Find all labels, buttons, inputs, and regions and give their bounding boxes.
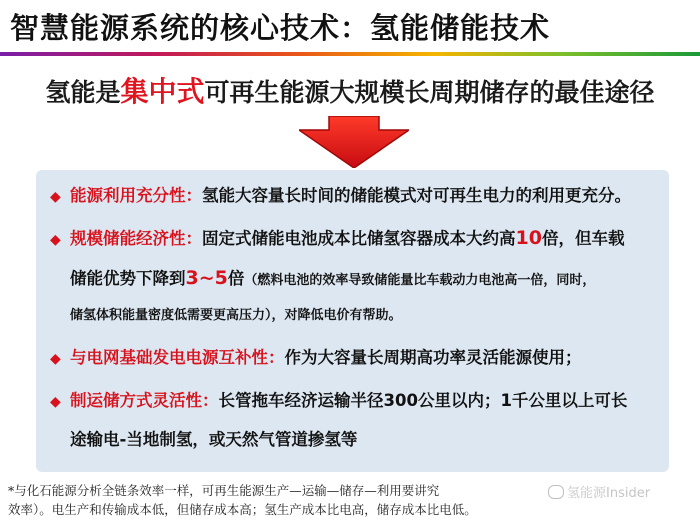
item-body: 作为大容量长周期高功率灵活能源使用；: [284, 348, 582, 367]
item-note: 储氢体积能量密度低需要更高压力），对降低电价有帮助。: [70, 308, 402, 323]
item-body: 氢能大容量长时间的储能模式对可再生电力的利用更充分。: [202, 186, 631, 205]
item-heading: 规模储能经济性：: [70, 229, 202, 248]
wechat-icon: [548, 485, 564, 499]
subtitle-suffix: 可再生能源大规模长周期储存的最佳途径: [204, 78, 655, 107]
title-divider: [0, 52, 700, 56]
diamond-bullet-icon: ◆: [50, 394, 61, 410]
watermark: [548, 482, 650, 501]
subtitle-highlight: 集中式: [120, 75, 205, 108]
diamond-bullet-icon: ◆: [50, 351, 61, 367]
list-item-continuation: [70, 424, 357, 456]
list-item-continuation: [70, 262, 595, 297]
item-body: 储能优势下降到: [70, 269, 186, 288]
footnote-line: *与化石能源分析全链条效率一样，可再生能源生产—运输—储存—利用要讲究: [8, 483, 440, 498]
item-heading: 与电网基础发电电源互补性：: [70, 348, 285, 367]
subtitle-prefix: 氢能是: [45, 78, 121, 107]
watermark-text: 氢能源Insider: [567, 486, 651, 501]
item-body: 长管拖车经济运输半径300公里以内；1千公里以上可长: [218, 391, 628, 410]
list-item: [50, 385, 662, 418]
item-note: （燃料电池的效率导致储能量比车载动力电池高一倍，同时，: [244, 273, 596, 288]
subtitle: [0, 70, 700, 110]
item-body: 倍，但车载: [541, 229, 625, 248]
footnote-line: 效率）。电生产和传输成本低，但储存成本高；氢生产成本比电高，储存成本比电低。: [8, 502, 477, 517]
diamond-bullet-icon: ◆: [50, 189, 61, 205]
item-heading: 能源利用充分性：: [70, 186, 202, 205]
down-arrow-icon: [299, 116, 409, 168]
page-title: 智慧能源系统的核心技术：氢能储能技术: [10, 11, 551, 45]
item-highlight-value: 10: [515, 227, 542, 249]
item-highlight-value: 3~5: [185, 267, 228, 289]
list-item: [50, 342, 662, 375]
diamond-bullet-icon: ◆: [50, 232, 61, 248]
item-body: 途输电-当地制氢，或天然气管道掺氢等: [70, 430, 358, 449]
list-item-continuation: [70, 298, 402, 332]
item-body: 固定式储能电池成本比储氢容器成本大约高: [202, 229, 516, 248]
item-body: 倍: [227, 269, 245, 288]
list-item: [50, 180, 662, 213]
list-item: [50, 222, 662, 256]
item-heading: 制运储方式灵活性：: [70, 391, 219, 410]
